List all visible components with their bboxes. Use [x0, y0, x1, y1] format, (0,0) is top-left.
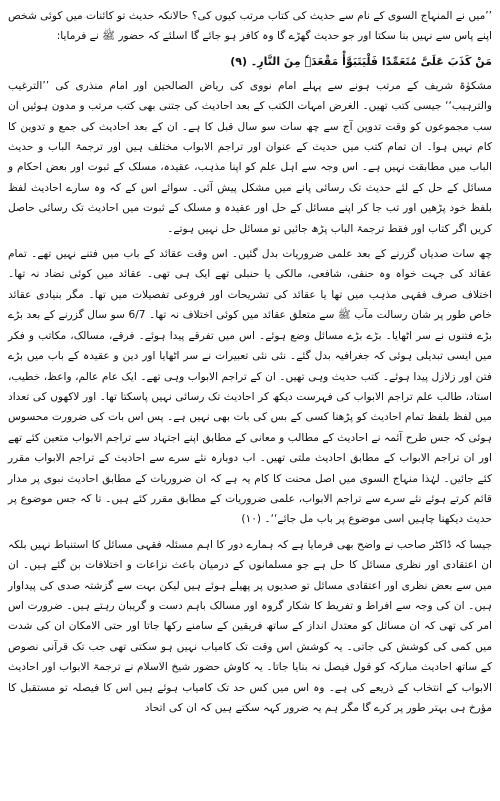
paragraph-mishkat: مشکوٰۃ شریف کے مرتب ہونے سے پہلے امام نووی کی ریاض الصالحین اور امام منذری کی ’’الترغیب والترہیب‘‘ جیسی کتب تھیں۔ الغرض امہات الکتب کے بعد احادیث کی جتنی بھی کتب مرتب و مدون ہوئیں ان سب مجموعوں کو وقت تدوین آج سے چھ سات سو سال قبل کا ہے۔ ان کے بعد احادیث کی جمع و تدوین کا کام نہیں ہوا۔ ان تمام کتب میں حدیث کے عنوان اور تراجم الابواب مختلف ہیں اور ترجمۃ الباب و حدیث الباب میں مطابقت نہیں ہے۔ اس وجہ سے اہل علم کو اپنا مذہب، عقیدہ، مسلک کے ثبوت اور بعض احکام و مسائل کے حل کے لئے حدیث تک رسائی پانے میں مشکل پیش آئی۔ سوائے اس کے کہ وہ سارے احادیث لفظ بلفظ خود پڑھیں اور تب جا کر اپنے مسائل کے حل اور عقیدہ و مسلک کے ثبوت میں احادیث تک رسائی حاصل کریں اگر کتاب اور فقط ترجمۃ الباب پڑھ جائیں تو مسائل حل نہیں ہوتے۔	[8, 79, 492, 235]
paragraph-conclusion: جیسا کہ ڈاکٹر صاحب نے واضح بھی فرمایا ہے کہ ہمارے دور کا اہم مسئلہ فقہی مسائل کا استنباط نہیں بلکہ ان اعتقادی اور نظری مسائل کا حل ہے جو مسلمانوں کے درمیان باعث نزاعات و اختلافات بن گئے ہیں۔ ان میں سے بعض نظری اور اعتقادی مسائل تو صدیوں پر پھیلے ہوئے ہیں لیکن بہت سے گزشتہ صدی کی پیداوار ہیں۔ ان کی وجہ سے افراط و تفریط کا شکار گروہ اور مسالک باہم دست و گریبان رہتے ہیں۔ ضرورت اس امر کی تھی کہ ان مسائل کو معتدل انداز کے ساتھ فریقین کے سامنے رکھا جاتا اور حتی الامکان ان کی شدت میں کمی کی کوشش کی جاتی۔ یہ کوشش اس وقت تک کامیاب نہیں ہو سکتی تھی جب تک قرآنی نصوص کے ساتھ احادیث مبارکہ کو قول فیصل نہ بنایا جاتا۔ یہ کاوش حضور شیخ الاسلام نے ترجمۃ الابواب اور احادیث الابواب کے انتخاب کے ذریعے کی ہے۔ وہ اس میں کس حد تک کامیاب ہوئے ہیں اس کا فیصلہ تو مستقبل کا مؤرخ ہی بہتر طور پر کرے گا مگر ہم یہ ضرور کہہ سکتے ہیں کہ ان کی اتحاد	[8, 538, 492, 714]
paragraph-centuries: چھ سات صدیاں گزرنے کے بعد علمی ضروریات بدل گئیں۔ اس وقت عقائد کے باب میں فتنے نہیں تھے۔ تمام عقائد کی جہت خواہ وہ حنفی، شافعی، مالکی یا حنبلی تھے ایک ہی تھی۔ عقائد میں کوئی تضاد نہ تھا۔ اختلاف صرف فقہی مذہب میں تھا یا عقائد کی تشریحات اور فروعی تفصیلات میں تھا۔ مگر بنیادی عقائد خاص طور پر شان رسالت مآب ﷺ سے متعلق عقائد میں کوئی اختلاف نہ تھا۔ 6/7 سو سال گزرنے کے بعد بڑے بڑے فتنوں نے سر اٹھایا۔ بڑے بڑے مسائل وضع ہوئے۔ اس میں تفرقے پیدا ہوئے۔ فرقے، مسالک، مکاتب و فکر میں ایسی تبدیلی ہوئی کہ جغرافیہ بدل گئے۔ نئی نئی تعبیرات نے سر اٹھایا اور دین و عقیدہ کے باب میں بڑے فتن اور زلازل پیدا ہوئے۔ کتب حدیث وہی تھیں۔ ان کے تراجم الابواب وہی تھے۔ ایک عام عالم، واعظ، خطیب، استاد، طالب علم تراجم الابواب کی فہرست دیکھ کر احادیث تک رسائی نہیں پاسکتا تھا۔ اور لاکھوں کی تعداد میں لفظ بلفظ تمام احادیث کو پڑھنا کسی کے بس کی بات بھی نہیں ہے۔ پس اس بات کی ضرورت محسوس ہوئی کہ جس طرح آئمہ نے احادیث کے مطالب و معانی کے مطابق اپنے اجتہاد سے تراجم الابواب متعین کئے تھے اور ان تراجم الابواب کے مطابق احادیث ملتی تھیں۔ اب دوبارہ نئے سرے سے احادیث کے تراجم الابواب مقرر کئے جائیں۔ لہٰذا منہاج السوی میں اصل محنت کا کام یہ ہے کہ ان ضروریات کے مطابق احادیث نبوی پر مدار قائم کرتے ہوئے نئے سرے سے تراجم الابواب، علمی ضروریات کے مطابق مقرر کئے ہیں۔ تا کہ جس موضوع پر حدیث دیکھنا چاہیں اسی موضوع پر باب مل جائے‘‘۔ (۱۰)	[8, 248, 492, 526]
hadith-arabic-quote: مَنْ کَذَبَ عَلَیَّ مُتَعَمِّدًا فَلْیَتَبَوَّأْ مَقْعَدَہٗ مِنَ النَّارِ۔ (۹)	[230, 54, 492, 68]
paragraph-opening-quote: ’’میں نے المنہاج السوی کے نام سے حدیث کی کتاب مرتب کیوں کی؟ حالانکہ حدیث تو کائنات میں کوئی شخص اپنے پاس سے نہیں بنا سکتا اور جو حدیث گھڑے گا وہ کافر ہو جائے گا اسلئے کہ حضور ﷺ نے فرمایا:	[8, 10, 492, 43]
